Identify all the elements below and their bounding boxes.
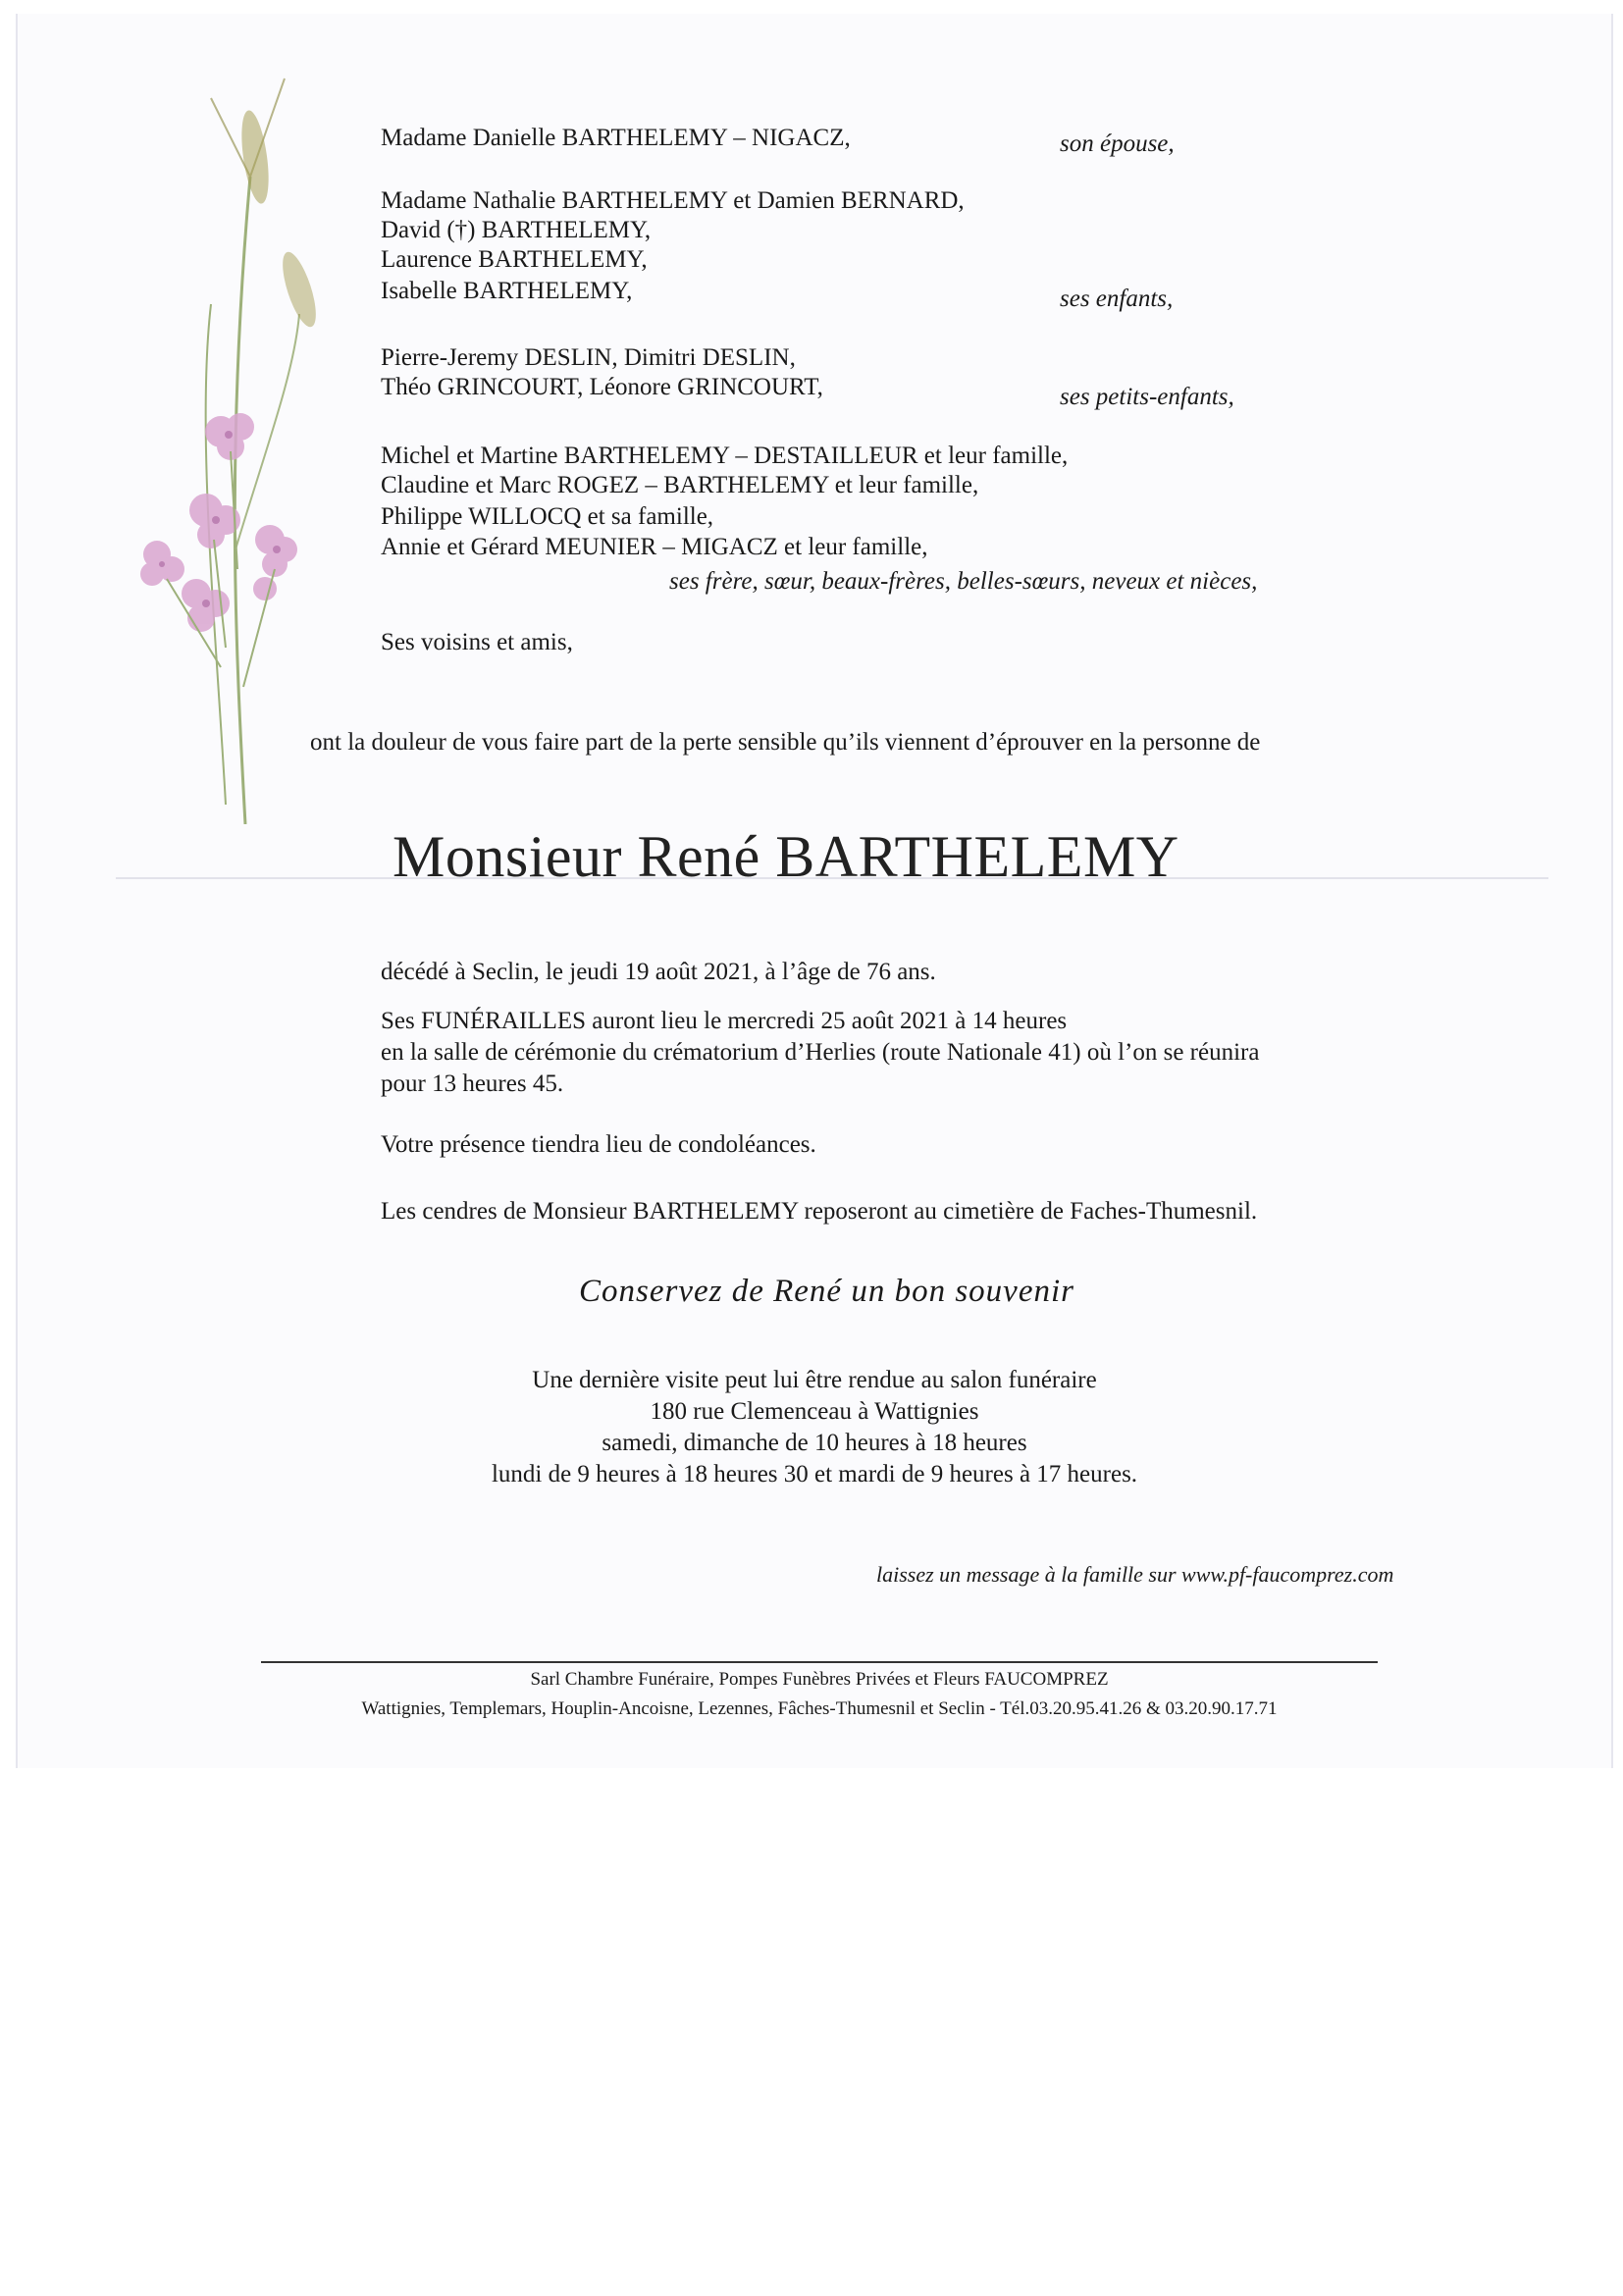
family-line: Isabelle BARTHELEMY, [381, 278, 633, 304]
deceased-name: Monsieur René BARTHELEMY [393, 824, 1179, 889]
relation-label: ses frère, sœur, beaux-frères, belles-sœurs, neveux et nièces, [669, 568, 1258, 595]
visit-line: Une dernière visite peut lui être rendue au salon funéraire [532, 1367, 1097, 1393]
detail-line: Votre présence tiendra lieu de condoléances. [381, 1131, 816, 1158]
footer-contact: Wattignies, Templemars, Houplin-Ancoisne, Lezennes, Fâches-Thumesnil et Seclin - Tél.03.20.95.41.26 & 03.20.90.17.71 [361, 1698, 1278, 1719]
family-line: Théo GRINCOURT, Léonore GRINCOURT, [381, 374, 823, 400]
announcement-text: ont la douleur de vous faire part de la perte sensible qu’ils viennent d’éprouver en la personne de [310, 729, 1261, 756]
relation-label: ses enfants, [1060, 286, 1174, 312]
detail-line: en la salle de cérémonie du crématorium d’Herlies (route Nationale 41) où l’on se réunira [381, 1039, 1260, 1066]
detail-line: Les cendres de Monsieur BARTHELEMY reposeront au cimetière de Faches-Thumesnil. [381, 1198, 1258, 1225]
visit-line: 180 rue Clemenceau à Wattignies [650, 1398, 979, 1425]
family-line: Madame Nathalie BARTHELEMY et Damien BERNARD, [381, 187, 965, 214]
detail-line: pour 13 heures 45. [381, 1070, 564, 1097]
family-line: Philippe WILLOCQ et sa famille, [381, 503, 714, 530]
family-line: Pierre-Jeremy DESLIN, Dimitri DESLIN, [381, 344, 796, 371]
relation-label: ses petits-enfants, [1060, 384, 1234, 410]
message-link[interactable]: laissez un message à la famille sur www.pf-faucomprez.com [876, 1562, 1394, 1587]
script-quote: Conservez de René un bon souvenir [579, 1274, 1074, 1309]
family-line: David (†) BARTHELEMY, [381, 217, 652, 243]
family-line: Ses voisins et amis, [381, 629, 573, 655]
family-line: Laurence BARTHELEMY, [381, 246, 648, 273]
family-line: Michel et Martine BARTHELEMY – DESTAILLEUR et leur famille, [381, 443, 1069, 469]
visit-line: samedi, dimanche de 10 heures à 18 heures [602, 1430, 1027, 1456]
footer-company: Sarl Chambre Funéraire, Pompes Funèbres Privées et Fleurs FAUCOMPREZ [530, 1669, 1109, 1690]
detail-line: Ses FUNÉRAILLES auront lieu le mercredi 25 août 2021 à 14 heures [381, 1008, 1068, 1034]
relation-label: son épouse, [1060, 130, 1175, 157]
detail-line: décédé à Seclin, le jeudi 19 août 2021, à l’âge de 76 ans. [381, 959, 936, 985]
wheat-and-violets-illustration [128, 59, 324, 824]
family-line: Annie et Gérard MEUNIER – MIGACZ et leur famille, [381, 534, 928, 560]
visit-line: lundi de 9 heures à 18 heures 30 et mardi de 9 heures à 17 heures. [491, 1461, 1138, 1487]
footer-divider [261, 1661, 1378, 1663]
family-line: Claudine et Marc ROGEZ – BARTHELEMY et leur famille, [381, 472, 979, 498]
family-line: Madame Danielle BARTHELEMY – NIGACZ, [381, 125, 851, 151]
